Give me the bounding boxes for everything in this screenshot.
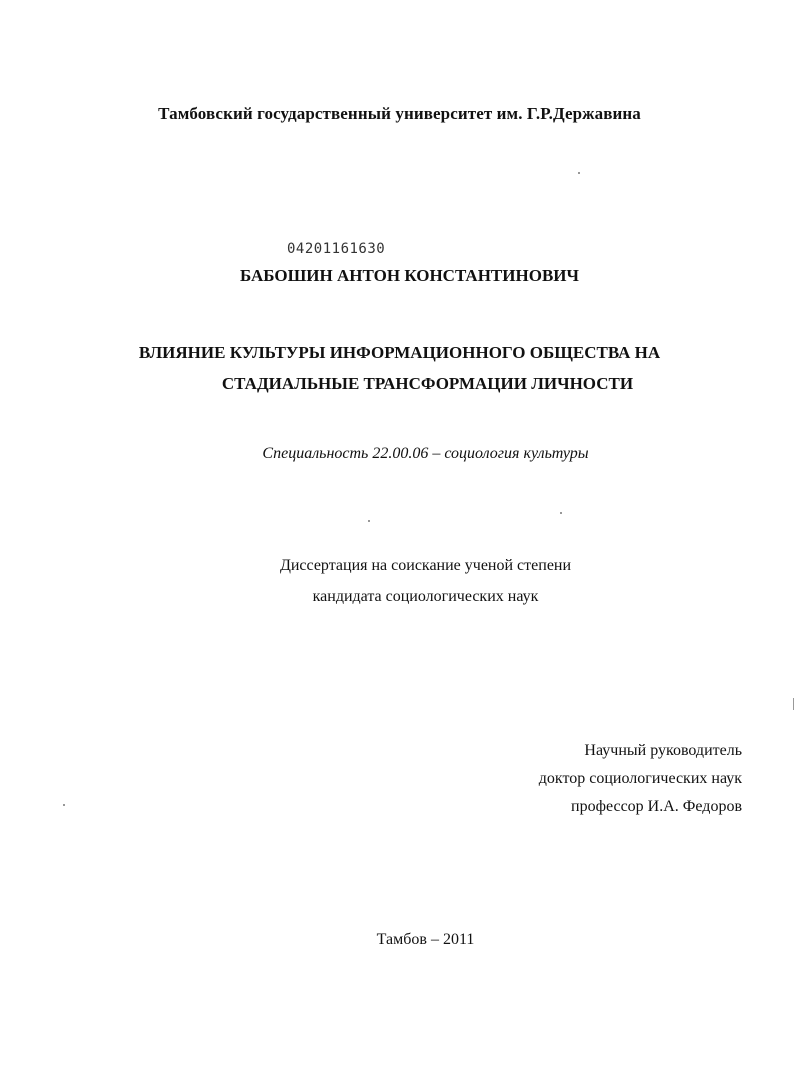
author-name: БАБОШИН АНТОН КОНСТАНТИНОВИЧ bbox=[240, 266, 579, 285]
registration-stamp-number: 04201161630 bbox=[287, 241, 386, 257]
degree-statement-line-1: Диссертация на соискание ученой степени bbox=[279, 557, 572, 574]
dissertation-title-line-1: ВЛИЯНИЕ КУЛЬТУРЫ ИНФОРМАЦИОННОГО ОБЩЕСТВА НА bbox=[138, 343, 661, 362]
scan-speck bbox=[63, 804, 65, 806]
specialty: Специальность 22.00.06 – социология культуры bbox=[262, 445, 589, 462]
scan-speck bbox=[368, 520, 370, 522]
supervisor-role: Научный руководитель bbox=[584, 742, 742, 759]
dissertation-title-line-2: СТАДИАЛЬНЫЕ ТРАНСФОРМАЦИИ ЛИЧНОСТИ bbox=[221, 374, 634, 393]
city-and-year: Тамбов – 2011 bbox=[376, 931, 475, 948]
supervisor-block bbox=[539, 737, 742, 821]
scan-speck bbox=[793, 698, 794, 710]
supervisor-degree: доктор социологических наук bbox=[538, 770, 742, 787]
university-name: Тамбовский государственный университет им. Г.Р.Державина bbox=[158, 104, 641, 123]
degree-statement-line-2: кандидата социологических наук bbox=[312, 588, 539, 605]
scan-speck bbox=[578, 172, 580, 174]
supervisor-name: профессор И.А. Федоров bbox=[571, 798, 742, 815]
scan-speck bbox=[560, 512, 562, 514]
